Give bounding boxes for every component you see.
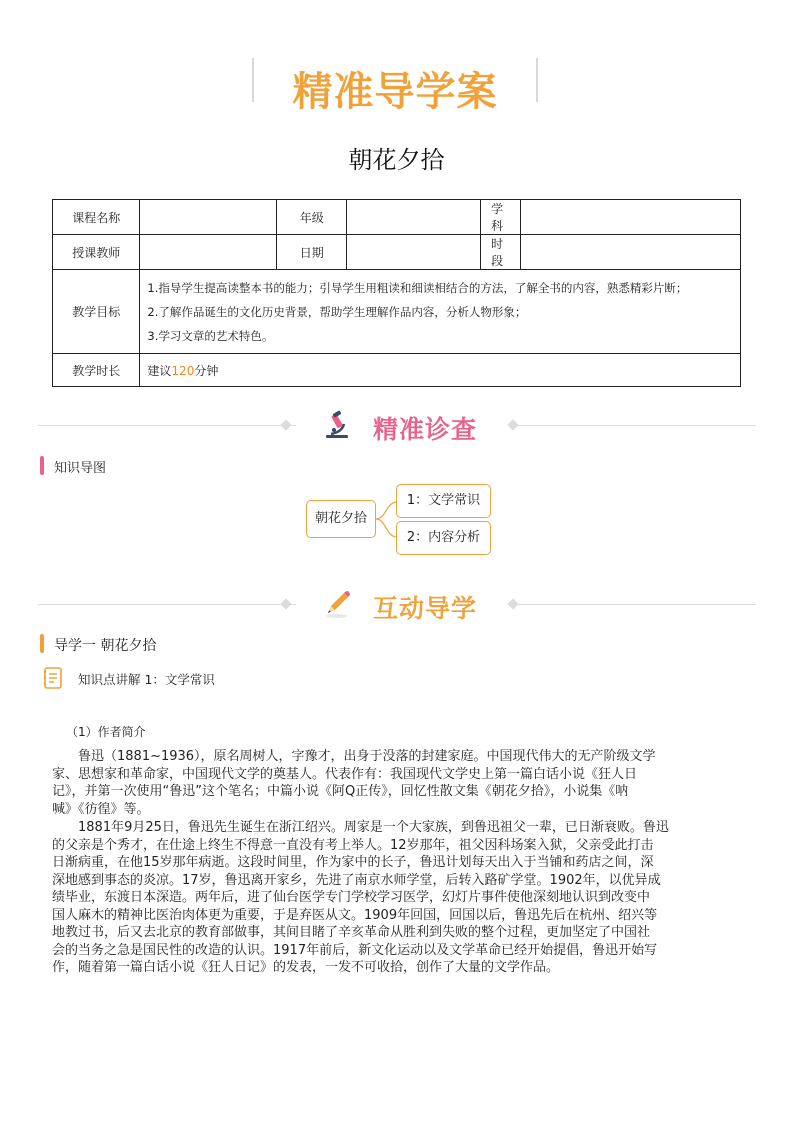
section-title: 精准诊查 [373, 415, 478, 444]
period-label: 时段 [481, 235, 521, 270]
paragraph-line: 1881年9月25日，鲁迅先生诞生在浙江绍兴。周家是一个大家族，到鲁迅祖父一辈，已日渐衰败。鲁迅 [78, 820, 669, 835]
paragraph-line: 家、思想家和革命家，中国现代文学的奠基人。代表作有：我国现代文学史上第一篇白话小说《狂人日 [52, 766, 638, 782]
author-intro-label: （1）作者简介 [66, 725, 146, 739]
mind-map-branch: 2：内容分析 [396, 521, 491, 555]
pencil-icon [322, 589, 352, 619]
paragraph-line: 鲁迅（1881~1936），原名周树人，字豫才，出身于没落的封建家庭。中国现代伟大的无产阶级文学 [78, 749, 656, 764]
author-intro-body [52, 748, 703, 977]
document-list-icon [42, 666, 64, 690]
duration-prefix: 建议 [147, 363, 172, 378]
header-title: 精准导学案 [292, 69, 498, 115]
divider-diamond [507, 598, 518, 609]
paragraph-line: 喊》《彷徨》等。 [52, 801, 150, 817]
paragraph-line: 地教过书，后又去北京的教育部做事，其间目睹了辛亥革命从胜利到失败的整个过程，更加坚定了中国社 [52, 925, 651, 940]
document-title: 朝花夕拾 [348, 146, 445, 174]
divider-line [38, 604, 296, 605]
grade-label: 年级 [277, 200, 347, 235]
duration-number: 120 [171, 363, 195, 378]
course-name-label: 课程名称 [53, 200, 140, 235]
paragraph-line: 的父亲是个秀才，在仕途上终生不得意一直没有考上举人。12岁那年，祖父因科场案入狱，父亲受此打击 [52, 837, 654, 853]
teacher-label: 授课教师 [53, 235, 140, 270]
paragraph-line: 绩毕业，东渡日本深造。两年后，进了仙台医学专门学校学习医学，幻灯片事件使他深刻地认识到改变中 [52, 890, 651, 905]
mind-map-root: 朝花夕拾 [306, 500, 376, 538]
subject-label: 学科 [481, 200, 521, 235]
mind-map-branch: 1：文学常识 [396, 484, 491, 518]
goal-item: 1.指导学生提高读整本书的能力；引导学生用粗读和细读相结合的方法，了解全书的内容，熟悉精彩片断； [147, 280, 688, 295]
duration-label: 教学时长 [53, 354, 140, 387]
date-label: 日期 [277, 235, 347, 270]
heading-marker [40, 634, 44, 653]
paragraph-line: 作，随着第一篇白话小说《狂人日记》的发表，一发不可收拾，创作了大量的文学作品。 [52, 960, 560, 975]
section-interactive [0, 585, 793, 625]
paragraph-line: 国人麻木的精神比医治肉体更为重要，于是弃医从文。1909年回国，回国以后，鲁迅先后在杭州、绍兴等 [52, 907, 658, 923]
goals-label: 教学目标 [53, 270, 140, 354]
goal-item: 2.了解作品诞生的文化历史背景，帮助学生理解作品内容，分析人物形象； [147, 304, 527, 319]
section-title: 互动导学 [373, 594, 478, 623]
paragraph-line: 日渐病重，在他15岁那年病逝。这段时间里，作为家中的长子，鲁迅计划每天出入于当铺和药店之间，深 [52, 855, 654, 870]
divider-line [518, 604, 756, 605]
paragraph-line: 会的当务之急是国民性的改造的认识。1917年前后，新文化运动以及文学革命已经开始提倡，鲁迅开始写 [52, 942, 658, 958]
duration-suffix: 分钟 [194, 363, 219, 378]
knowledge-point-label: 知识点讲解 1：文学常识 [78, 672, 215, 687]
heading-text: 知识导图 [54, 461, 107, 476]
heading-text: 导学一 朝花夕拾 [54, 638, 157, 654]
paragraph-line: 记》，并第一次使用“鲁迅”这个笔名；中篇小说《阿Q正传》，回忆性散文集《朝花夕拾》，小说集《呐 [52, 784, 629, 799]
divider-diamond [280, 598, 291, 609]
goal-item: 3.学习文章的艺术特色。 [147, 328, 274, 343]
paragraph-line: 深地感到事态的炎凉。17岁，鲁迅离开家乡，先进了南京水师学堂，后转入路矿学堂。1902年，以优异成 [52, 872, 661, 888]
